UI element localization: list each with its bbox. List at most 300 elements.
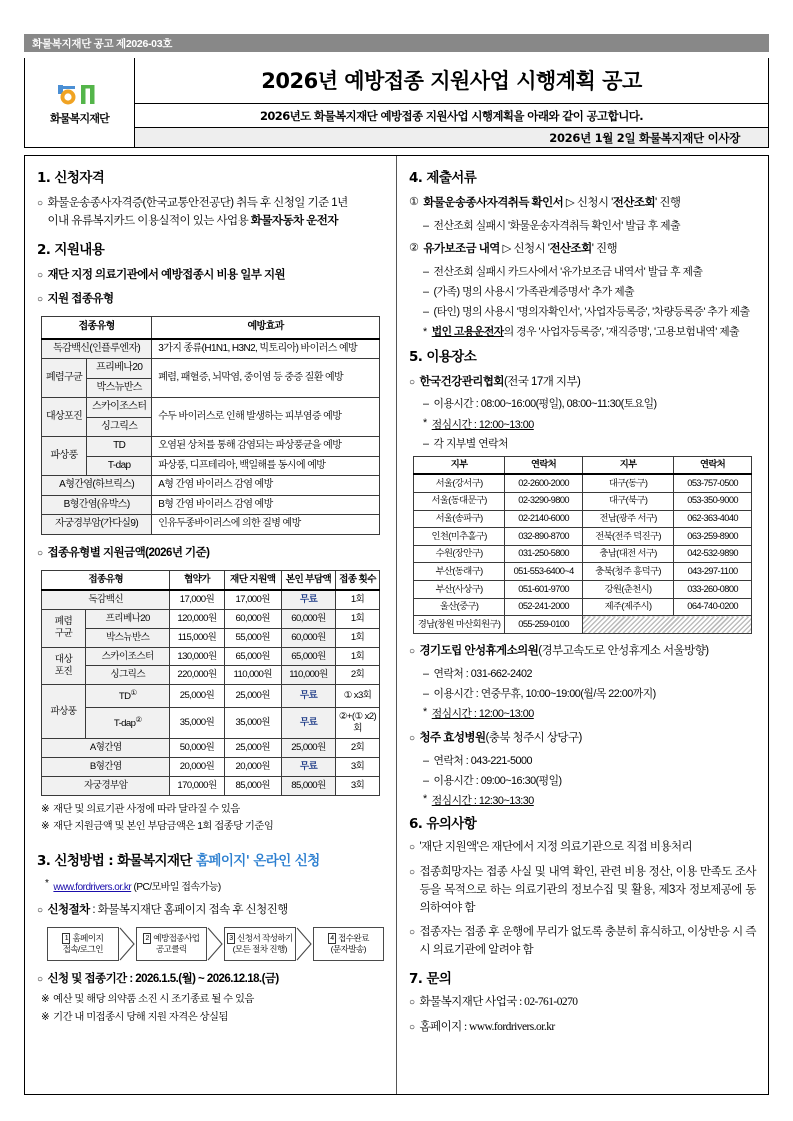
amount-price: 170,000원: [170, 776, 224, 795]
flow-step-subtitle: 접속/로그인: [62, 944, 103, 955]
branch-name-left: 부산(사상구): [414, 581, 505, 599]
document-1-tail: ' 진행: [655, 197, 681, 209]
step-number-icon: 4: [328, 933, 336, 944]
document-1-note-text: 전산조회 실패시 '화물운송자격취득 확인서' 발급 후 제출: [433, 219, 681, 232]
branch-phone-left: 02-3290-9800: [505, 492, 583, 510]
precaution-3-text: 접종자는 접종 후 운행에 무리가 없도록 충분히 휴식하고, 이상반응 시 즉시 의료기관에 알려야 함: [419, 926, 756, 957]
branch-name-right: 대구(동구): [582, 474, 673, 492]
location-2-tel-text: 연락처 : 031-662-2402: [433, 667, 533, 680]
col-header-type: 접종유형: [42, 570, 170, 589]
branch-phone-left: 032-890-8700: [505, 528, 583, 546]
application-period-item: [37, 971, 384, 989]
amount-self-pay: 무료: [281, 757, 335, 776]
circle-bullet-icon: ○: [409, 645, 415, 657]
location-item-1: [409, 374, 756, 392]
branch-phone-left: 02-2600-2000: [505, 474, 583, 492]
amount-sub-name: 싱그릭스: [85, 666, 170, 685]
amount-dose-count: 3회: [336, 776, 380, 795]
amount-title-text: 접종유형별 지원금액(2026년 기준): [47, 546, 210, 559]
vaccine-sub-name: TD: [87, 437, 152, 457]
circle-bullet-icon: ○: [409, 927, 415, 939]
vaccine-effect: 인유두종바이러스에 의한 질병 예방: [152, 515, 380, 535]
branch-name-right: 전북(전주 덕진구): [582, 528, 673, 546]
step-number-icon: 3: [227, 933, 235, 944]
amount-dose-count: ① x3회: [336, 685, 380, 707]
amount-support: 25,000원: [224, 685, 281, 707]
document-number-badge: 화물복지재단 공고 제2026-03호: [24, 34, 769, 52]
flow-step-title: 신청서 작성하기: [237, 932, 293, 943]
table-row: [414, 581, 752, 599]
flow-step-title: 접수완료: [337, 932, 369, 943]
precaution-2-text: 접종희망자는 접종 사실 및 내역 확인, 관련 비용 정산, 이용 만족도 조사 등을 목적으로 하는 의료기관의 정보수집 및 활용, 제3자 정보제공에 동의하여야 함: [419, 866, 756, 914]
section-6-heading: 6. 유의사항: [409, 816, 477, 833]
application-procedure-item: [37, 902, 384, 920]
precaution-item-2: [409, 864, 756, 917]
table-row: [414, 598, 752, 616]
branch-phone-right: 043-297-1100: [674, 563, 752, 581]
branch-phone-left: 051-553-6400~4: [505, 563, 583, 581]
branch-phone-left: 051-601-9700: [505, 581, 583, 599]
application-flow-chart: [47, 927, 384, 961]
branch-name-left: 수원(장안구): [414, 545, 505, 563]
branch-phone-left: 02-2140-6000: [505, 510, 583, 528]
amount-note-1: [41, 802, 384, 817]
vaccine-sub-name: T-dap: [87, 456, 152, 476]
vaccine-effect: A형 간염 바이러스 감염 예방: [152, 476, 380, 496]
table-header-row: [42, 570, 380, 589]
right-column: [397, 156, 768, 1094]
table-row: [42, 476, 380, 496]
table-row: [414, 563, 752, 581]
issue-date-line: 2026년 1월 2일 화물복지재단 이사장: [135, 127, 768, 147]
location-2-hours-text: 이용시간 : 연중무휴, 10:00~19:00(월/목 22:00까지): [433, 687, 656, 700]
step-number-icon: 2: [143, 933, 151, 944]
amount-price: 220,000원: [170, 666, 224, 685]
document-1-method: 전산조회: [612, 197, 656, 209]
inquiry-homepage-text[interactable]: 홈페이지 : www.fordrivers.or.kr: [419, 1020, 555, 1033]
dash-icon: –: [423, 775, 429, 788]
amount-sub-name: TD①: [85, 685, 170, 707]
support-content-text-2: 지원 접종유형: [47, 293, 114, 306]
vaccine-sub-name: 스카이조스터: [87, 398, 152, 418]
circle-bullet-icon: ○: [409, 997, 415, 1009]
vaccine-effect: 3가지 종류(H1N1, H3N2, 빅토리아) 바이러스 예방: [152, 339, 380, 359]
flow-step-3: [224, 927, 296, 961]
vaccine-sub-name: 싱그릭스: [87, 417, 152, 437]
amount-dose-count: ②+(① x2)회: [336, 707, 380, 738]
dash-icon: –: [423, 265, 429, 278]
dash-icon: –: [423, 398, 429, 411]
amount-dose-count: 1회: [336, 609, 380, 628]
period-value: 2026.1.5.(월) ~ 2026.12.18.(금): [135, 973, 279, 986]
circle-bullet-icon: ○: [37, 974, 43, 986]
amount-support: 60,000원: [224, 609, 281, 628]
document-2-note-1: [423, 264, 756, 280]
empty-hatched-cell: [582, 616, 751, 634]
location-3-tel-text: 연락처 : 043-221-5000: [433, 754, 533, 767]
amount-sub-name: 박스뉴반스: [85, 628, 170, 647]
flow-arrow-icon: [207, 927, 224, 961]
vaccine-effect: B형 간염 바이러스 감염 예방: [152, 495, 380, 515]
page-title: 2026년 예방접종 지원사업 시행계획 공고: [261, 68, 642, 93]
document-2-note-2-text: (가족) 명의 사용시 '가족관계증명서' 추가 제출: [433, 286, 635, 298]
table-row: [414, 492, 752, 510]
vaccine-effect: 오염된 상처를 통해 감염되는 파상풍균을 예방: [152, 437, 380, 457]
period-note-1: [41, 992, 384, 1007]
col-header-branch-1: 지부: [414, 456, 505, 474]
table-row: [42, 495, 380, 515]
corporate-driver-text: 의 경우 '사업자등록증', '재직증명', '고용보험내역' 제출: [503, 326, 740, 339]
vaccine-sub-name: 박스뉴반스: [87, 378, 152, 398]
asterisk-icon: ※: [41, 994, 50, 1006]
branch-phone-left: 031-250-5800: [505, 545, 583, 563]
location-1-name: 한국건강관리협회: [419, 375, 504, 388]
location-2-tel: [423, 666, 756, 682]
period-note-2: [41, 1010, 384, 1025]
table-row: [414, 528, 752, 546]
document-item-2: [409, 241, 756, 259]
location-1-detail: (전국 17개 지부): [503, 375, 581, 388]
amount-type-name: A형간염: [42, 738, 170, 757]
location-1-hours: [423, 396, 756, 412]
amount-price: 35,000원: [170, 707, 224, 738]
flow-step-subtitle: (문자발송): [330, 944, 366, 955]
location-2-hours: [423, 686, 756, 702]
branch-name-left: 인천(미추홀구): [414, 528, 505, 546]
dash-icon: –: [423, 754, 429, 767]
document-2-note-3: [423, 304, 756, 320]
branch-name-left: 울산(중구): [414, 598, 505, 616]
left-column: [25, 156, 397, 1094]
table-row: [42, 398, 380, 418]
location-1-contacts-label: [423, 436, 756, 452]
amount-support: 110,000원: [224, 666, 281, 685]
table-row: [42, 776, 380, 795]
branch-name-right: 충남(대전 서구): [582, 545, 673, 563]
col-header-self-pay: 본인 부담액: [281, 570, 335, 589]
support-content-item-2: [37, 291, 384, 309]
flow-step-subtitle: 공고클릭: [155, 944, 187, 955]
vaccine-type-table: [41, 316, 380, 535]
vaccine-sub-name: 프리베나20: [87, 359, 152, 379]
section-2-heading: 2. 지원내용: [37, 241, 105, 258]
branch-name-right: 대구(북구): [582, 492, 673, 510]
support-content-item-1: [37, 267, 384, 285]
location-3-lunch-text: 점심시간 : 12:30~13:30: [431, 795, 534, 808]
vaccine-type-name: 독감백신(인플루엔자): [42, 339, 152, 359]
amount-sub-name: 스카이조스터: [85, 647, 170, 666]
amount-support: 65,000원: [224, 647, 281, 666]
branch-name-right: 강원(춘천시): [582, 581, 673, 599]
corporate-driver-label: 법인 고용운전자: [431, 326, 504, 339]
document-1-mid: ▷ 신청시 ': [563, 197, 613, 209]
document-1-note: [423, 218, 756, 234]
amount-self-pay: 60,000원: [281, 628, 335, 647]
amount-dose-count: 2회: [336, 738, 380, 757]
section-3-heading-plain: 3. 신청방법 : 화물복지재단: [37, 853, 196, 870]
amount-price: 25,000원: [170, 685, 224, 707]
table-row: [414, 474, 752, 492]
amount-support: 17,000원: [224, 590, 281, 609]
amount-support: 35,000원: [224, 707, 281, 738]
procedure-label: 신청절차: [47, 904, 90, 917]
eligibility-line-1: 화물운송종사자격증(한국교통안전공단) 취득 후 신청일 기준 1년: [47, 197, 348, 209]
amount-dose-count: 1회: [336, 628, 380, 647]
branch-name-left: 부산(동래구): [414, 563, 505, 581]
section-7-heading: 7. 문의: [409, 971, 452, 988]
section-4-heading: 4. 제출서류: [409, 170, 477, 186]
location-item-2: [409, 643, 756, 661]
col-header-price: 협약가: [170, 570, 224, 589]
location-2-lunch: [423, 706, 756, 721]
dash-icon: –: [423, 306, 429, 319]
table-header-row: [42, 317, 380, 339]
location-1-contacts-label-text: 각 지부별 연락처: [433, 437, 509, 450]
period-note-1-text: 예산 및 해당 의약품 소진 시 조기종료 될 수 있음: [53, 994, 254, 1006]
inquiry-phone-text: 화물복지재단 사업국 : 02-761-0270: [419, 996, 578, 1009]
foundation-name: 화물복지재단: [50, 112, 109, 125]
document-header: [24, 58, 769, 148]
amount-type-name: 자궁경부암: [42, 776, 170, 795]
branch-name-left: 경남(창원 마산회원구): [414, 616, 505, 634]
vaccine-effect: 파상풍, 디프테리아, 백일해를 동시에 예방: [152, 456, 380, 476]
asterisk-icon: ※: [41, 803, 50, 815]
table-row: [42, 515, 380, 535]
organization-logo-cell: [25, 58, 135, 147]
location-2-name: 경기도립 안성휴게소의원: [419, 644, 539, 657]
section-3-heading-tail: ' 온라인 신청: [245, 853, 320, 870]
vaccine-effect: 폐렴, 패혈증, 뇌막염, 중이염 등 중증 질환 예방: [152, 359, 380, 398]
amount-title-item: [37, 545, 384, 563]
document-item-1: [409, 195, 756, 213]
col-header-effect: 예방효과: [152, 317, 380, 339]
circle-bullet-icon: ○: [409, 842, 415, 854]
location-3-hours-text: 이용시간 : 09:00~16:30(평일): [433, 775, 562, 788]
table-row: [42, 685, 380, 707]
circle-bullet-icon: ○: [37, 294, 43, 306]
table-row: [42, 666, 380, 685]
amount-self-pay: 110,000원: [281, 666, 335, 685]
period-label: 신청 및 접종기간 :: [47, 973, 136, 986]
col-header-support: 재단 지원액: [224, 570, 281, 589]
amount-self-pay: 60,000원: [281, 609, 335, 628]
amount-type-name: 독감백신: [42, 590, 170, 609]
amount-note-2-text: 재단 지원금액 및 본인 부담금액은 1회 접종당 기준임: [53, 821, 274, 832]
document-2-method: 전산조회: [549, 243, 592, 255]
vaccine-group-name: 대상포진: [42, 398, 87, 437]
amount-note-1-text: 재단 및 의료기관 사정에 따라 달라질 수 있음: [53, 803, 240, 815]
document-body: [24, 155, 769, 1095]
table-row: [414, 545, 752, 563]
branch-phone-right: 042-532-9890: [674, 545, 752, 563]
location-3-lunch: [423, 793, 756, 808]
branch-phone-left: 055-259-0100: [505, 616, 583, 634]
asterisk-icon: *: [45, 878, 49, 890]
amount-price: 17,000원: [170, 590, 224, 609]
asterisk-icon: ※: [41, 821, 50, 832]
table-row: [42, 628, 380, 647]
table-row: [42, 456, 380, 476]
section-3-heading: [37, 849, 384, 869]
table-row: [42, 590, 380, 609]
branch-phone-right: 064-740-0200: [674, 598, 752, 616]
dash-icon: –: [423, 687, 429, 700]
amount-support: 25,000원: [224, 738, 281, 757]
table-row: [42, 339, 380, 359]
amount-type-name: B형간염: [42, 757, 170, 776]
precaution-1-text: '재단 지원액'은 재단에서 지정 의료기관으로 직접 비용처리: [419, 841, 693, 854]
dash-icon: –: [423, 219, 429, 232]
location-1-lunch: [423, 417, 756, 432]
col-header-phone-1: 연락처: [505, 456, 583, 474]
vaccine-group-name: 파상풍: [42, 437, 87, 476]
table-row: [42, 757, 380, 776]
table-row: [42, 437, 380, 457]
support-content-text-1: 재단 지정 의료기관에서 예방접종시 비용 일부 지원: [47, 268, 286, 281]
flow-step-title: 예방접종사업: [153, 932, 200, 943]
amount-sub-name: 프리베나20: [85, 609, 170, 628]
circle-bullet-icon: ○: [409, 867, 415, 879]
location-2-lunch-text: 점심시간 : 12:00~13:00: [431, 708, 534, 721]
amount-self-pay: 25,000원: [281, 738, 335, 757]
flow-step-subtitle: (모든 절차 진행): [232, 944, 287, 955]
amount-price: 120,000원: [170, 609, 224, 628]
table-row: [42, 609, 380, 628]
table-row: [414, 616, 752, 634]
vaccine-type-name: 자궁경부암(가다실9): [42, 515, 152, 535]
flow-arrow-icon: [296, 927, 313, 961]
vaccine-type-name: B형간염(유박스): [42, 495, 152, 515]
table-row: [414, 510, 752, 528]
document-2-tail: ' 진행: [591, 243, 618, 255]
eligibility-text: [48, 195, 385, 231]
amount-dose-count: 1회: [336, 647, 380, 666]
procedure-text: : 화물복지재단 홈페이지 접속 후 신청진행: [89, 904, 288, 917]
document-2-note-2: [423, 284, 756, 300]
branch-name-left: 서울(강서구): [414, 474, 505, 492]
document-2-name: 유가보조금 내역: [423, 243, 500, 255]
vaccine-group-name: 폐렴구균: [42, 359, 87, 398]
location-1-hours-text: 이용시간 : 08:00~16:00(평일), 08:00~11:30(토요일): [433, 398, 657, 411]
flow-step-4: [313, 927, 385, 961]
amount-price: 50,000원: [170, 738, 224, 757]
flow-step-2: [136, 927, 208, 961]
amount-self-pay: 65,000원: [281, 647, 335, 666]
document-2-note-3-text: (타인) 명의 사용시 '명의자확인서', '사업자등록증', '차량등록증' 추가 제출: [433, 306, 750, 319]
branch-phone-right: 033-260-0800: [674, 581, 752, 599]
location-1-lunch-text: 점심시간 : 12:00~13:00: [431, 418, 534, 431]
circled-number-2-icon: ②: [409, 242, 419, 254]
branch-name-right: 전남(광주 서구): [582, 510, 673, 528]
col-header-phone-2: 연락처: [674, 456, 752, 474]
amount-self-pay: 무료: [281, 685, 335, 707]
asterisk-icon: ※: [41, 1011, 50, 1023]
branch-phone-right: 063-259-8900: [674, 528, 752, 546]
vaccine-type-name: A형간염(하브릭스): [42, 476, 152, 496]
circle-bullet-icon: ○: [37, 547, 43, 559]
foundation-logo-icon: [57, 81, 103, 107]
circle-bullet-icon: ○: [37, 269, 43, 281]
circle-bullet-icon: ○: [37, 905, 43, 917]
eligibility-line-2a: 이내 유류복지카드 이용실적이 있는 사업용: [47, 214, 251, 227]
branch-phone-right: 053-350-9000: [674, 492, 752, 510]
support-amount-table: [41, 570, 380, 796]
step-number-icon: 1: [62, 933, 70, 944]
branch-name-right: 제주(제주시): [582, 598, 673, 616]
flow-arrow-icon: [119, 927, 136, 961]
location-3-detail: (충북 청주시 상당구): [485, 732, 582, 745]
location-3-hours: [423, 773, 756, 789]
circle-bullet-icon: ○: [409, 376, 415, 388]
location-item-3: [409, 730, 756, 748]
amount-dose-count: 3회: [336, 757, 380, 776]
amount-self-pay: 85,000원: [281, 776, 335, 795]
col-header-vaccine-type: 접종유형: [42, 317, 152, 339]
document-1-name: 화물운송종사자격취득 확인서: [423, 197, 564, 209]
branch-name-right: 충북(청주 흥덕구): [582, 563, 673, 581]
branch-name-left: 서울(동대문구): [414, 492, 505, 510]
amount-sub-name: T-dap②: [85, 707, 170, 738]
section-1-heading: 1. 신청자격: [37, 170, 105, 186]
amount-support: 85,000원: [224, 776, 281, 795]
branch-phone-left: 052-241-2000: [505, 598, 583, 616]
circled-number-1-icon: ①: [409, 196, 419, 208]
asterisk-icon: *: [423, 416, 427, 429]
homepage-link[interactable]: www.fordrivers.or.kr: [53, 882, 132, 894]
amount-price: 20,000원: [170, 757, 224, 776]
branch-phone-right: 053-757-0500: [674, 474, 752, 492]
precaution-item-3: [409, 924, 756, 960]
inquiry-item-2: [409, 1019, 756, 1037]
col-header-count: 접종 횟수: [336, 570, 380, 589]
amount-group-name: 폐렴 구균: [42, 609, 86, 647]
header-subtitle: 2026년도 화물복지재단 예방접종 지원사업 시행계획을 아래와 같이 공고합니다.: [135, 103, 768, 127]
eligibility-line-2b: 화물자동차 운전자: [250, 214, 338, 227]
dash-icon: –: [423, 286, 429, 298]
dash-icon: –: [423, 667, 429, 680]
table-row: [42, 707, 380, 738]
branch-contact-table: [413, 456, 752, 634]
document-corporate-note: [423, 324, 756, 340]
table-row: [42, 359, 380, 379]
amount-price: 130,000원: [170, 647, 224, 666]
table-row: [42, 647, 380, 666]
branch-phone-right: 062-363-4040: [674, 510, 752, 528]
amount-support: 20,000원: [224, 757, 281, 776]
section-5-heading: 5. 이용장소: [409, 348, 477, 365]
website-url-line: [45, 878, 384, 893]
asterisk-icon: *: [423, 706, 427, 719]
period-note-2-text: 기간 내 미접종시 당해 지원 자격은 상실됨: [53, 1011, 228, 1023]
flow-step-title: 홈페이지: [72, 932, 104, 943]
location-2-detail: (경부고속도로 안성휴게소 서울방향): [538, 644, 709, 657]
location-3-tel: [423, 753, 756, 769]
amount-price: 115,000원: [170, 628, 224, 647]
asterisk-icon: *: [423, 793, 427, 806]
inquiry-item-1: [409, 994, 756, 1012]
amount-support: 55,000원: [224, 628, 281, 647]
header-text-block: [135, 58, 768, 147]
table-row: [42, 738, 380, 757]
flow-step-1: [47, 927, 119, 961]
col-header-branch-2: 지부: [582, 456, 673, 474]
document-2-note-1-text: 전산조회 실패시 카드사에서 '유가보조금 내역서' 발급 후 제출: [433, 265, 703, 278]
amount-note-2: [41, 819, 384, 834]
amount-self-pay: 무료: [281, 590, 335, 609]
url-access-note: (PC/모바일 접속가능): [133, 882, 221, 894]
circle-bullet-icon: ○: [37, 198, 43, 209]
amount-dose-count: 2회: [336, 666, 380, 685]
